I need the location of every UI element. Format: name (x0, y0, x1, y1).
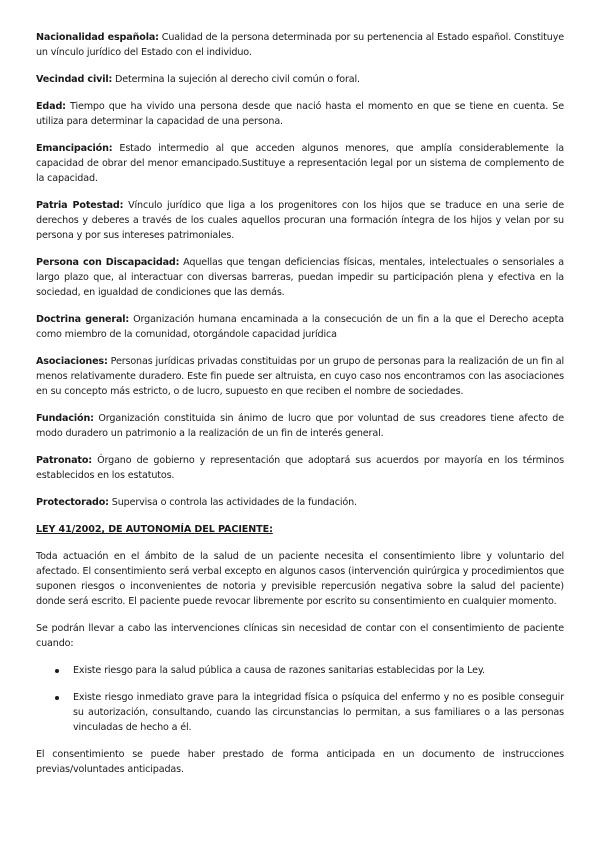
definition-fundacion (36, 411, 564, 441)
definition-protectorado (36, 495, 564, 510)
definition-text: Aquellas que tengan deficiencias físicas, mentales, intelectuales o sensoriales a largo plazo que, al interactuar con diversas barreras, puedan impedir su participación plena y efectiva en la sociedad, en igualdad de condiciones que las demás. (36, 257, 564, 298)
definition-text: Órgano de gobierno y representación que adoptará sus acuerdos por mayoría en los términos establecidos en los estatutos. (36, 455, 564, 481)
term-label: Nacionalidad española: (36, 32, 159, 43)
term-label: Persona con Discapacidad: (36, 257, 180, 268)
list-item-text: Existe riesgo inmediato grave para la integridad física o psíquica del enfermo y no es posible conseguir su autorización, consultando, cuando las circunstancias lo permitan, a sus familiares o a las personas vinculadas de hecho a él. (73, 692, 564, 733)
paragraph-consent: Toda actuación en el ámbito de la salud de un paciente necesita el consentimiento libre y voluntario del afectado. El consentimiento será verbal excepto en algunos casos (intervención quirúrgica y procedimientos que suponen riesgos o inconvenientes de notoria y previsible repercusión negativa sobre la salud del paciente) donde será escrito. El paciente puede revocar libremente por escrito su consentimiento en cualquier momento. (36, 551, 564, 607)
term-label: Patria Potestad: (36, 200, 124, 211)
list-item (36, 663, 564, 678)
definition-emancipacion (36, 141, 564, 186)
definition-patronato (36, 453, 564, 483)
paragraph-advance-directive: El consentimiento se puede haber prestado de forma anticipada en un documento de instrucciones previas/voluntades anticipadas. (36, 749, 564, 775)
definition-asociaciones (36, 354, 564, 399)
definition-text: Determina la sujeción al derecho civil común o foral. (112, 74, 360, 85)
term-label: Emancipación: (36, 143, 113, 154)
bullet-icon (55, 696, 59, 700)
definition-edad (36, 99, 564, 129)
list-item (36, 690, 564, 735)
paragraph-exceptions-intro: Se podrán llevar a cabo las intervenciones clínicas sin necesidad de contar con el consentimiento de paciente cuando: (36, 623, 564, 649)
definition-text: Vínculo jurídico que liga a los progenitores con los hijos que se traduce en una serie de derechos y deberes a través de los cuales aquellos procuran una formación íntegra de los hijos y velan por su persona y por sus intereses patrimoniales. (36, 200, 564, 241)
term-label: Patronato: (36, 455, 92, 466)
term-label: Asociaciones: (36, 356, 108, 367)
definition-text: Supervisa o controla las actividades de la fundación. (108, 497, 357, 508)
term-label: Protectorado: (36, 497, 109, 508)
definition-text: Cualidad de la persona determinada por su pertenencia al Estado español. Constituye un vínculo jurídico del Estado con el individuo. (36, 32, 564, 58)
definition-text: Organización constituida sin ánimo de lucro que por voluntad de sus creadores tiene afecto de modo duradero un patrimonio a la realización de un fin de interés general. (36, 413, 564, 439)
definition-text: Organización humana encaminada a la consecución de un fin a la que el Derecho acepta como miembro de la comunidad, otorgándole capacidad jurídica (36, 314, 564, 340)
section-title: LEY 41/2002, DE AUTONOMÍA DEL PACIENTE: (36, 524, 273, 535)
term-label: Fundación: (36, 413, 94, 424)
exceptions-list (36, 663, 564, 735)
bullet-icon (55, 669, 59, 673)
definition-text: Personas jurídicas privadas constituidas por un grupo de personas para la realización de un fin al menos relativamente duradero. Este fin puede ser altruista, en cuyo caso nos encontramos con las asociaciones en su concepto más estricto, o de lucro, supuesto en que reciben el nombre de sociedades. (36, 356, 564, 397)
definition-patria-potestad (36, 198, 564, 243)
definition-text: Tiempo que ha vivido una persona desde que nació hasta el momento en que se tiene en cuenta. Se utiliza para determinar la capacidad de una persona. (36, 101, 564, 127)
definition-text: Estado intermedio al que acceden algunos menores, que amplía considerablemente la capacidad de obrar del menor emancipado.Sustituye a representación legal por un sistema de complemento de la capacidad. (36, 143, 564, 184)
document-page (36, 30, 564, 789)
term-label: Doctrina general: (36, 314, 130, 325)
definition-persona-discapacidad (36, 255, 564, 300)
term-label: Edad: (36, 101, 66, 112)
definition-doctrina-general (36, 312, 564, 342)
list-item-text: Existe riesgo para la salud pública a causa de razones sanitarias establecidas por la Ley. (73, 665, 485, 676)
definition-vecindad-civil (36, 72, 564, 87)
term-label: Vecindad civil: (36, 74, 113, 85)
definition-nacionalidad (36, 30, 564, 60)
